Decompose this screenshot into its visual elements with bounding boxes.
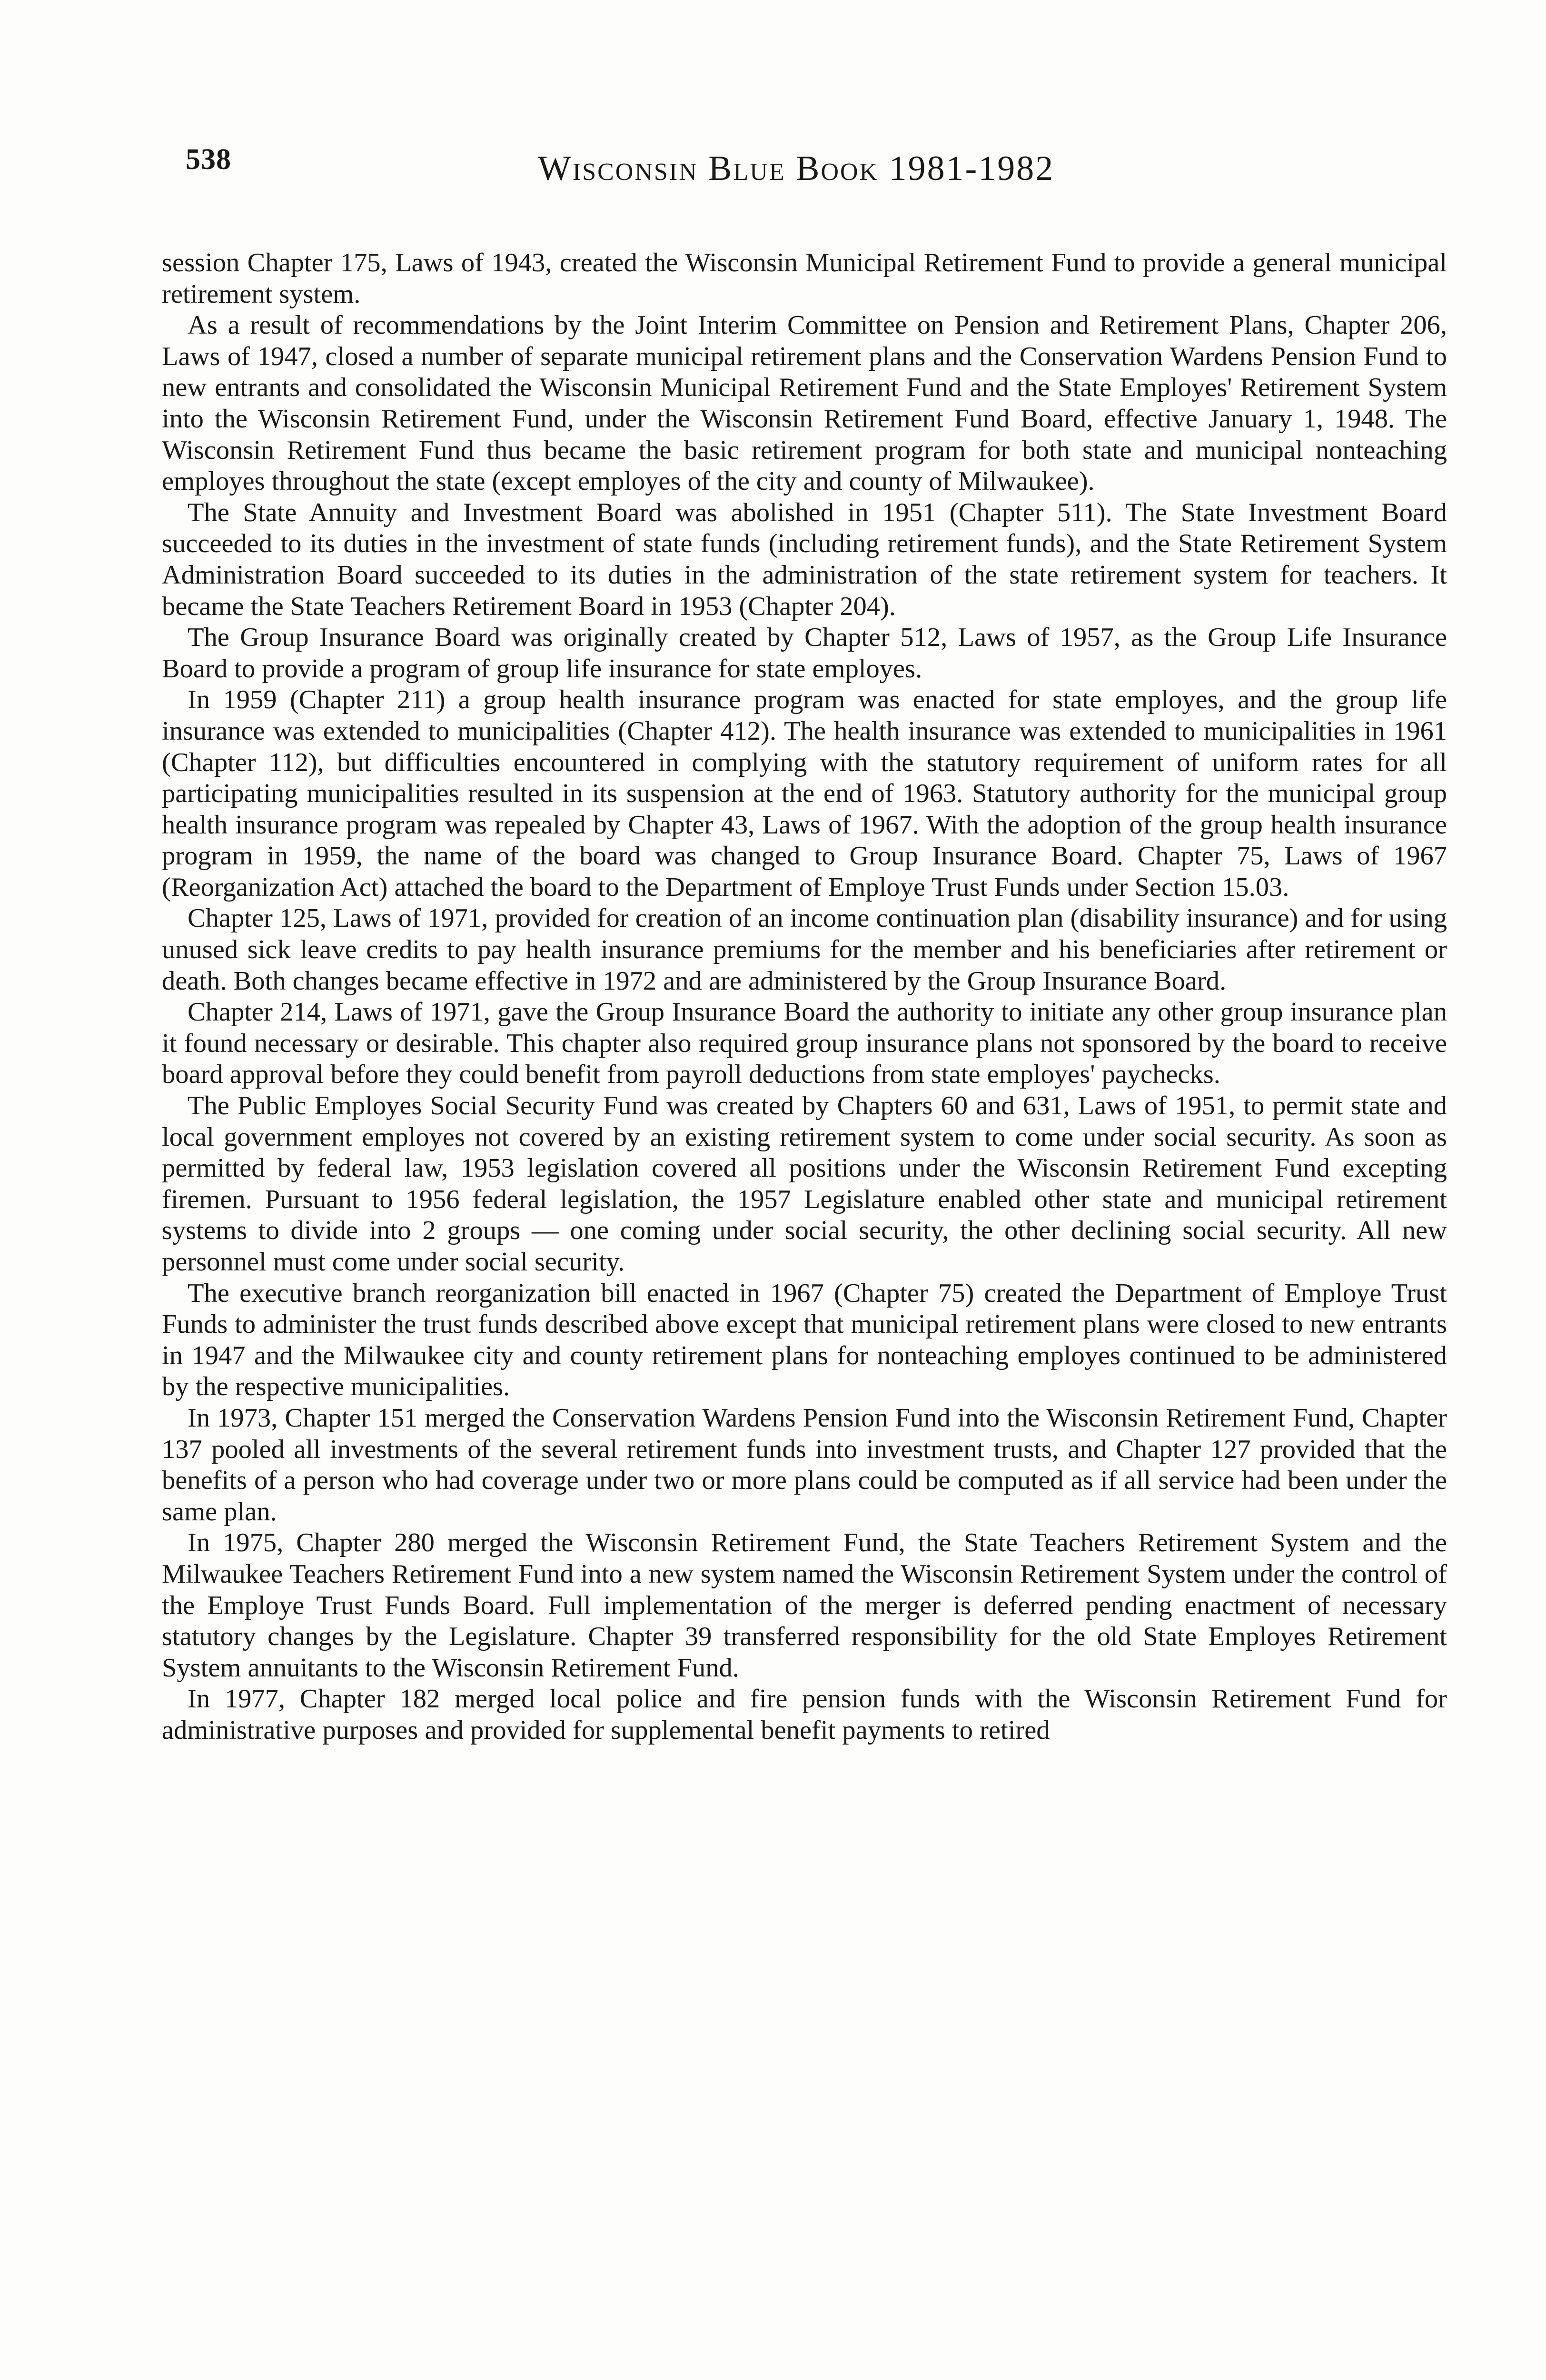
paragraph: Chapter 125, Laws of 1971, provided for creation of an income continuation plan (disability insurance) and for using unused sick leave credits to pay health insurance premiums for the member and his beneficiaries after retirement or death. Both changes became effective in 1972 and are administered by the Group Insurance Board. (162, 903, 1447, 996)
running-title: Wisconsin Blue Book 1981-1982 (538, 149, 1055, 188)
paragraph: In 1959 (Chapter 211) a group health insurance program was enacted for state employes, and the group life insurance was extended to municipalities (Chapter 412). The health insurance was extended to municipalities in 1961 (Chapter 112), but difficulties encountered in complying with the statutory requirement of uniform rates for all participating municipalities resulted in its suspension at the end of 1963. Statutory authority for the municipal group health insurance program was repealed by Chapter 43, Laws of 1967. With the adoption of the group health insurance program in 1959, the name of the board was changed to Group Insurance Board. Chapter 75, Laws of 1967 (Reorganization Act) attached the board to the Department of Employe Trust Funds under Section 15.03. (162, 685, 1447, 902)
paragraph: The executive branch reorganization bill enacted in 1967 (Chapter 75) created the Department of Employe Trust Funds to administer the trust funds described above except that municipal retirement plans were closed to new entrants in 1947 and the Milwaukee city and county retirement plans for nonteaching employes continued to be administered by the respective municipalities. (162, 1278, 1447, 1402)
paragraph: In 1975, Chapter 280 merged the Wisconsin Retirement Fund, the State Teachers Retirement System and the Milwaukee Teachers Retirement Fund into a new system named the Wisconsin Retirement System under the control of the Employe Trust Funds Board. Full implementation of the merger is deferred pending enactment of necessary statutory changes by the Legislature. Chapter 39 transferred responsibility for the old State Employes Retirement System annuitants to the Wisconsin Retirement Fund. (162, 1528, 1447, 1683)
paragraph: In 1977, Chapter 182 merged local police and fire pension funds with the Wisconsin Retirement Fund for administrative purposes and provided for supplemental benefit payments to retired (162, 1684, 1447, 1745)
paragraph: The Group Insurance Board was originally created by Chapter 512, Laws of 1957, as the Group Life Insurance Board to provide a program of group life insurance for state employes. (162, 623, 1447, 684)
page-header (186, 143, 1461, 200)
paragraph: session Chapter 175, Laws of 1943, created the Wisconsin Municipal Retirement Fund to provide a general municipal retirement system. (162, 248, 1447, 309)
body-text (162, 248, 1447, 2366)
paragraph: As a result of recommendations by the Joint Interim Committee on Pension and Retirement Plans, Chapter 206, Laws of 1947, closed a number of separate municipal retirement plans and the Conservation Wardens Pension Fund to new entrants and consolidated the Wisconsin Municipal Retirement Fund and the State Employes' Retirement System into the Wisconsin Retirement Fund, under the Wisconsin Retirement Fund Board, effective January 1, 1948. The Wisconsin Retirement Fund thus became the basic retirement program for both state and municipal nonteaching employes throughout the state (except employes of the city and county of Milwaukee). (162, 310, 1447, 496)
paragraph: The Public Employes Social Security Fund was created by Chapters 60 and 631, Laws of 1951, to permit state and local government employes not covered by an existing retirement system to come under social security. As soon as permitted by federal law, 1953 legislation covered all positions under the Wisconsin Retirement Fund excepting firemen. Pursuant to 1956 federal legislation, the 1957 Legislature enabled other state and municipal retirement systems to divide into 2 groups — one coming under social security, the other declining social security. All new personnel must come under social security. (162, 1091, 1447, 1277)
paragraph: Chapter 214, Laws of 1971, gave the Group Insurance Board the authority to initiate any other group insurance plan it found necessary or desirable. This chapter also required group insurance plans not sponsored by the board to receive board approval before they could benefit from payroll deductions from state employes' paychecks. (162, 997, 1447, 1090)
paragraph: The State Annuity and Investment Board was abolished in 1951 (Chapter 511). The State Investment Board succeeded to its duties in the investment of state funds (including retirement funds), and the State Retirement System Administration Board succeeded to its duties in the administration of the state retirement system for teachers. It became the State Teachers Retirement Board in 1953 (Chapter 204). (162, 497, 1447, 621)
page-number: 538 (186, 143, 231, 176)
paragraph: In 1973, Chapter 151 merged the Conservation Wardens Pension Fund into the Wisconsin Retirement Fund, Chapter 137 pooled all investments of the several retirement funds into investment trusts, and Chapter 127 provided that the benefits of a person who had coverage under two or more plans could be computed as if all service had been under the same plan. (162, 1403, 1447, 1527)
